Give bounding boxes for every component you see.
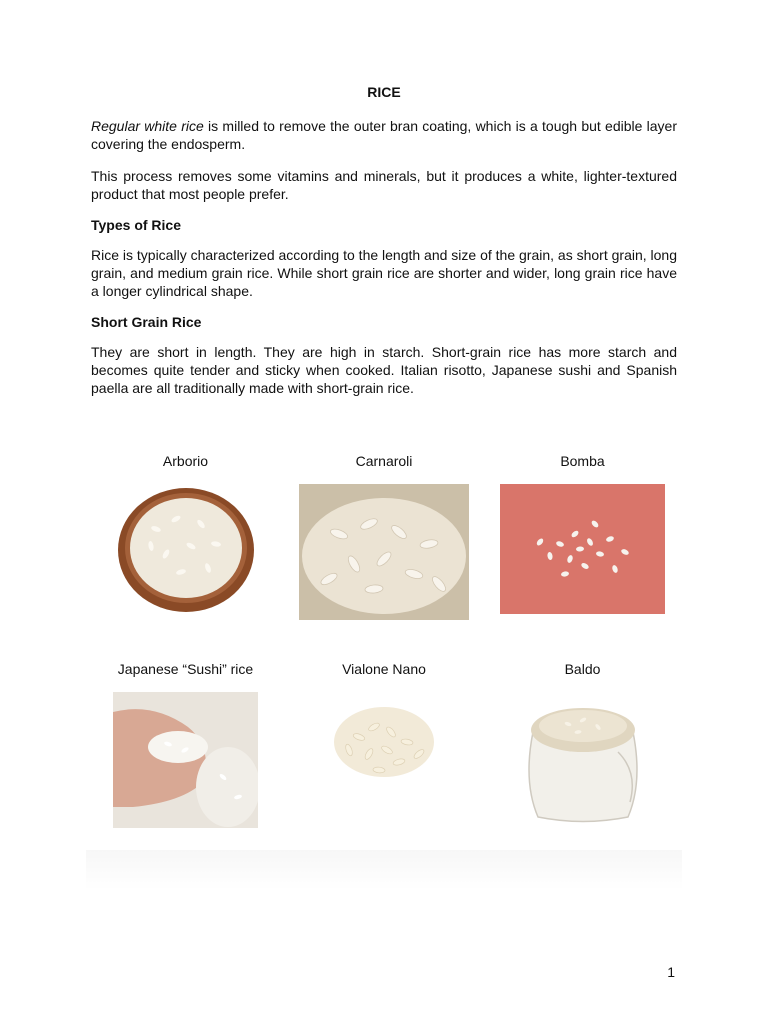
process-paragraph: This process removes some vitamins and minerals, but it produces a white, lighter-textured product that most people prefer. [91,168,677,202]
gallery-cell-baldo [485,660,680,828]
arborio-bowl-image [116,484,256,614]
short-grain-heading: Short Grain Rice [91,314,202,330]
document-title: RICE [367,84,401,100]
caption-sushi: Japanese “Sushi” rice [117,661,254,677]
bottom-shade [86,850,682,890]
caption-arborio: Arborio [162,453,209,469]
intro-paragraph [91,117,677,153]
baldo-rice-sack-image [518,692,648,826]
document-body [91,84,677,411]
rice-gallery [88,452,680,828]
gallery-cell-vialone [287,660,482,828]
gallery-cell-sushi [88,660,283,828]
bomba-grains-image [500,484,665,614]
caption-carnaroli: Carnaroli [355,453,413,469]
intro-text: is milled to remove the outer bran coating, which is a tough but edible layer covering the endosperm. [91,118,677,152]
types-paragraph: Rice is typically characterized according to the length and size of the grain, as short grain, long grain, and medium grain rice. While short grain rice are shorter and wider, long grain rice have a longer cylindrical shape. [91,247,677,299]
gallery-cell-carnaroli [287,452,482,620]
gallery-row-1 [88,452,680,620]
caption-baldo: Baldo [564,661,601,677]
gallery-cell-bomba [485,452,680,620]
page-number: 1 [667,964,675,980]
short-grain-paragraph: They are short in length. They are high in starch. Short-grain rice has more starch and becomes quite tender and sticky when cooked. Italian risotto, Japanese sushi and Spanish paella are all traditionally made with short-grain rice. [91,344,677,396]
intro-italic-term: Regular white rice [91,118,204,134]
caption-vialone: Vialone Nano [342,661,426,677]
caption-bomba: Bomba [560,453,605,469]
carnaroli-grains-image [299,484,469,620]
vialone-nano-grains-image [319,692,449,792]
sushi-rice-hand-image [113,692,258,828]
gallery-row-2 [88,660,680,828]
types-heading: Types of Rice [91,217,181,233]
gallery-cell-arborio [88,452,283,620]
